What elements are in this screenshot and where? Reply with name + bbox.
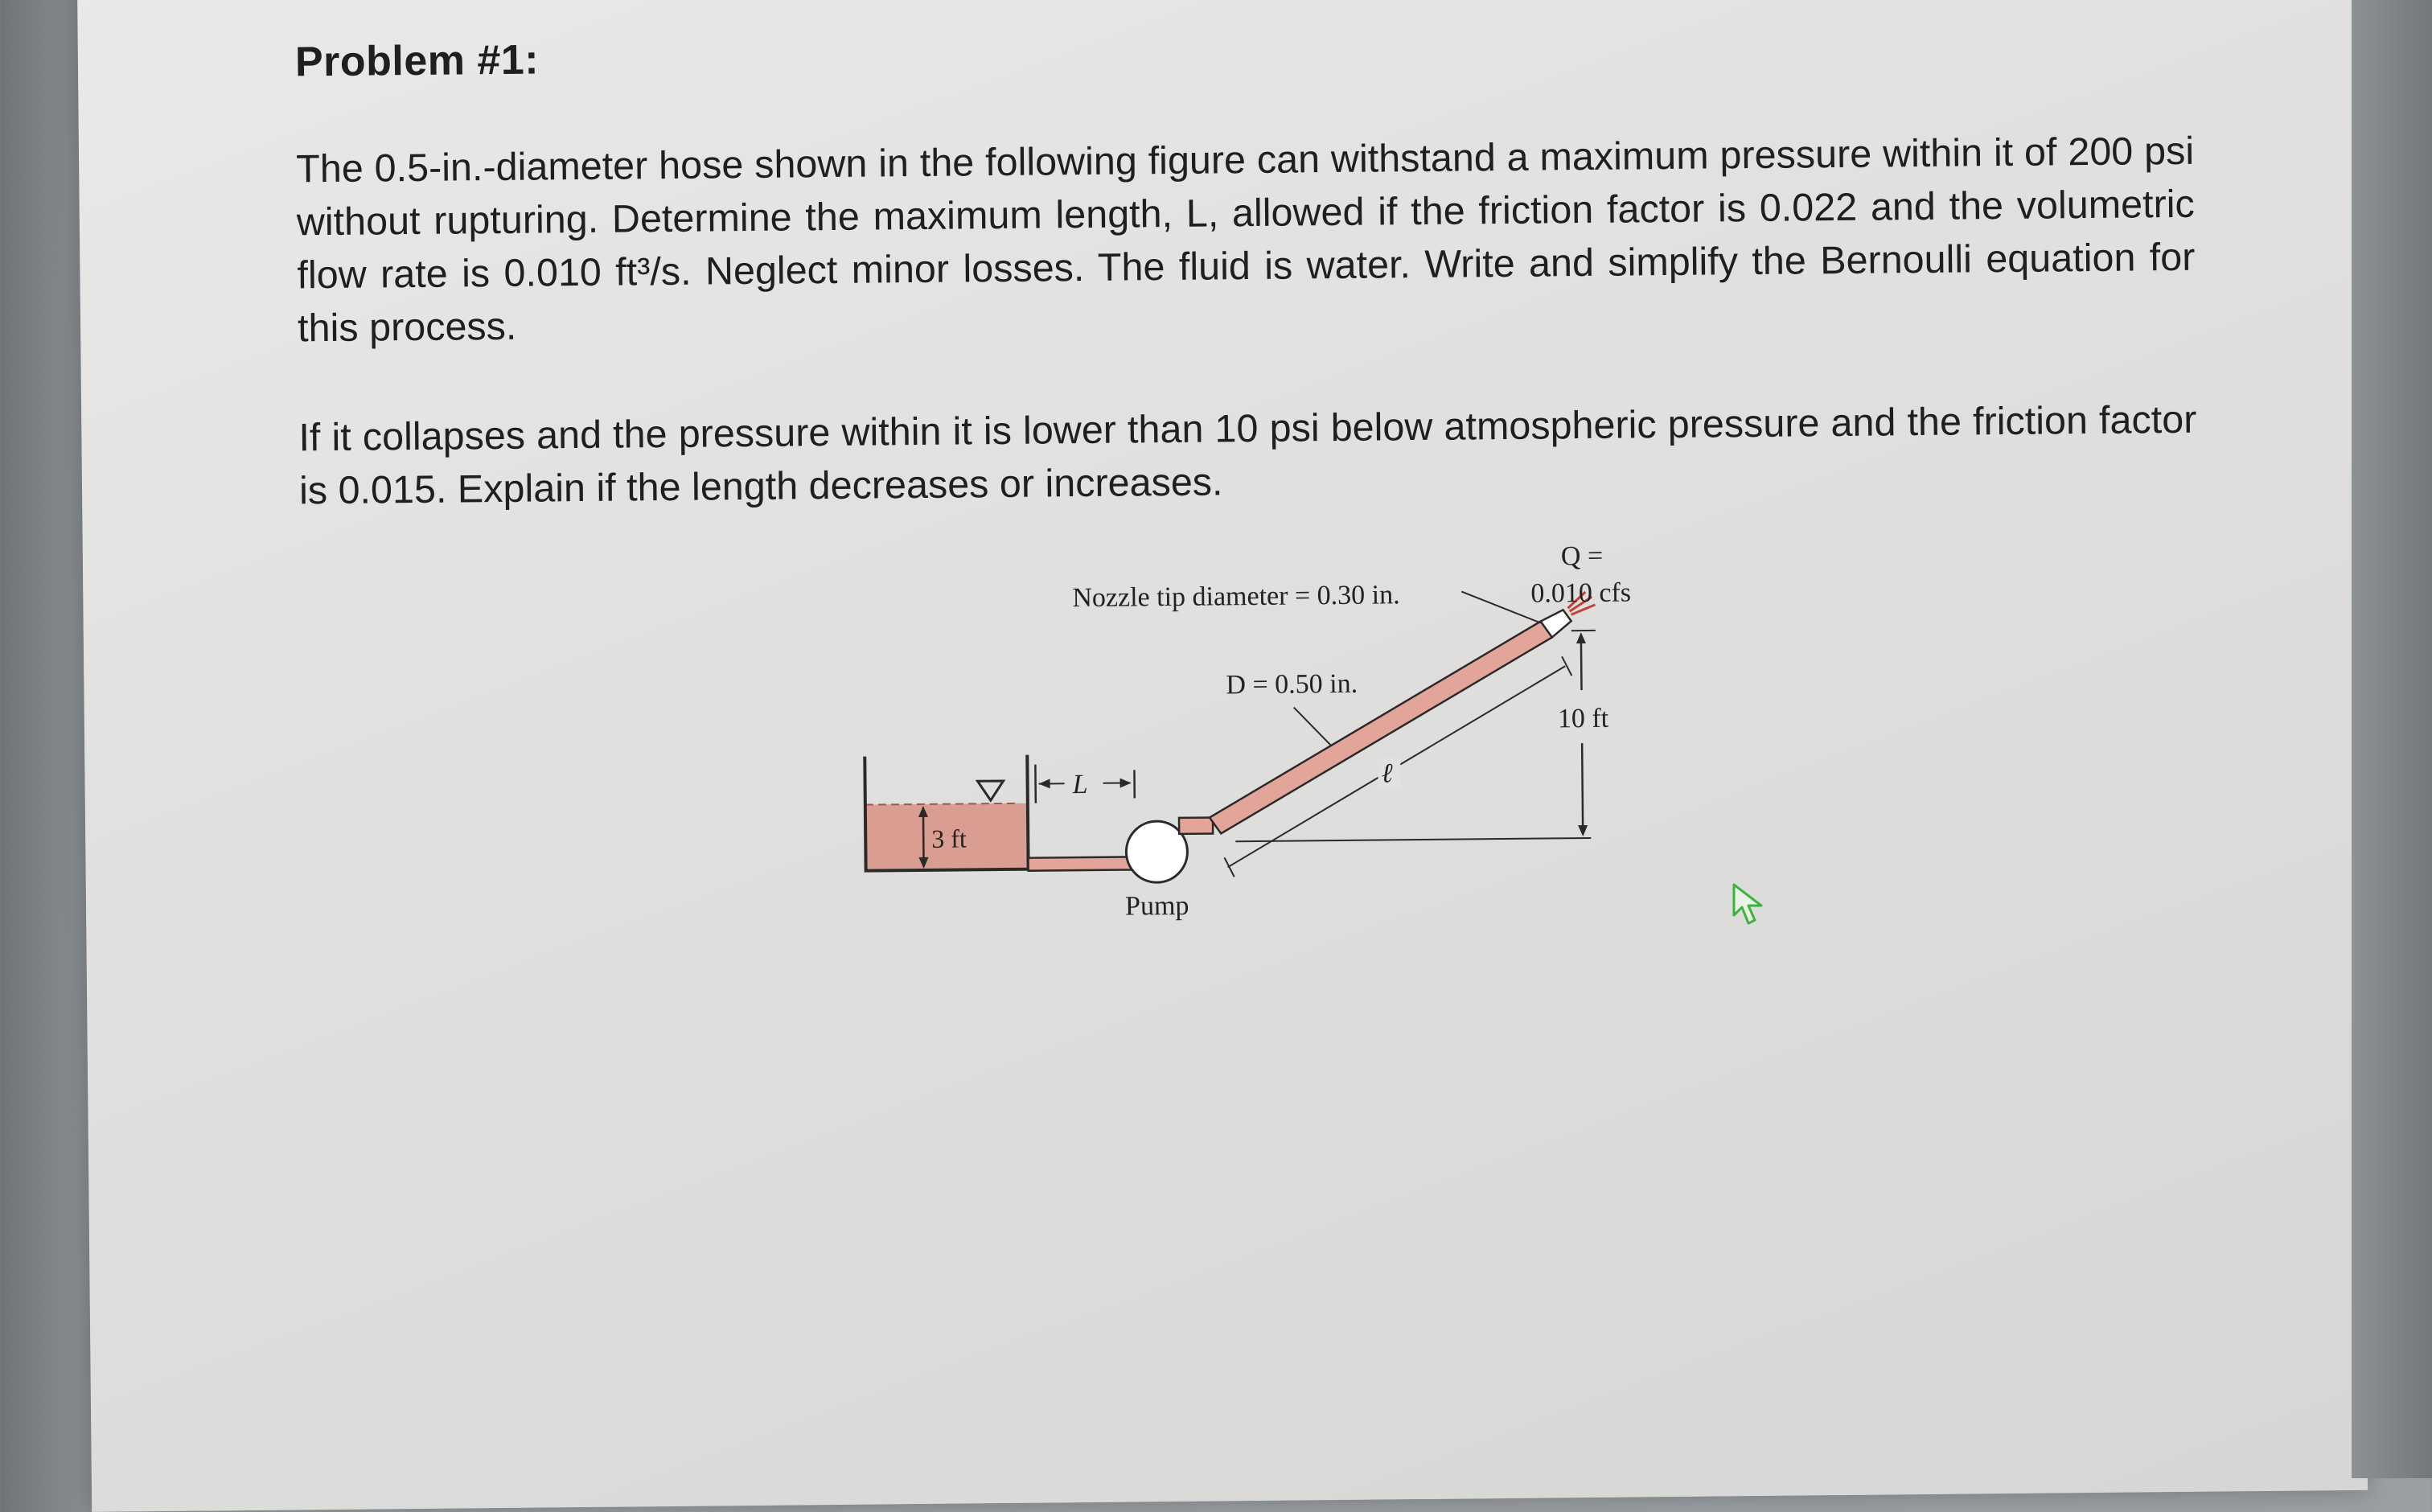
depth-label: 3 ft [931,824,967,853]
problem-paragraph-2: If it collapses and the pressure within it is lower than 10 psi below atmospheric pressure and the friction factor is 0.015. Explain if the length decreases or increases. [298,393,2197,518]
water-surface-triangle-icon [978,781,1004,800]
L-arrow-right-icon [1120,778,1132,787]
flow-label-line1: Q = [1561,541,1604,571]
hose-pump-figure [855,531,1744,958]
hose-length-label: ℓ [1381,758,1393,788]
problem-paragraph-1: The 0.5-in.-diameter hose shown in the following figure can withstand a maximum pressure within it of 200 psi without rupturing. Determine the maximum length, L, allowed if the friction factor is 0.022 and the volumetric flow rate is 0.010 ft³/s. Neglect minor losses. The fluid is water. Write and simplify the Bernoulli equation for this process. [296,125,2196,355]
tank [865,755,1028,871]
pump [1124,817,1214,921]
flow-label-line2: 0.010 cfs [1530,577,1631,608]
problem-title: Problem #1: [295,19,2225,86]
L-dimension [1035,763,1134,803]
hose [1207,592,1597,834]
L-label: L [1071,770,1087,799]
figure-svg [855,531,1744,958]
problem-document [295,19,2230,573]
L-arrow-left-icon [1039,779,1050,788]
pump-label: Pump [1125,891,1189,922]
pointer-arrow-icon [1731,883,1766,927]
height-arrow-down-icon [1578,825,1588,836]
diameter-leader-line [1294,707,1331,746]
inclined-hose-body [1208,621,1554,833]
pump-outlet [1179,817,1213,833]
suction-pipe [1028,857,1132,870]
suction-pipe-body [1028,857,1132,870]
height-lower-line [1582,743,1583,833]
depth-dimension-line [923,809,924,865]
hose-length-tick-start [1224,857,1234,877]
diameter-label: D = 0.50 in. [1226,669,1358,701]
height-dimension [1234,631,1610,841]
height-baseline [1235,838,1591,841]
hose-length-tick-end [1562,656,1571,676]
height-upper-line [1581,640,1582,690]
nozzle-leader-line [1461,591,1540,624]
height-label: 10 ft [1558,704,1609,734]
screen [77,0,2368,1512]
height-arrow-up-icon [1576,632,1586,643]
nozzle-label: Nozzle tip diameter = 0.30 in. [1072,580,1400,613]
monitor-bezel-right [2352,0,2432,1478]
